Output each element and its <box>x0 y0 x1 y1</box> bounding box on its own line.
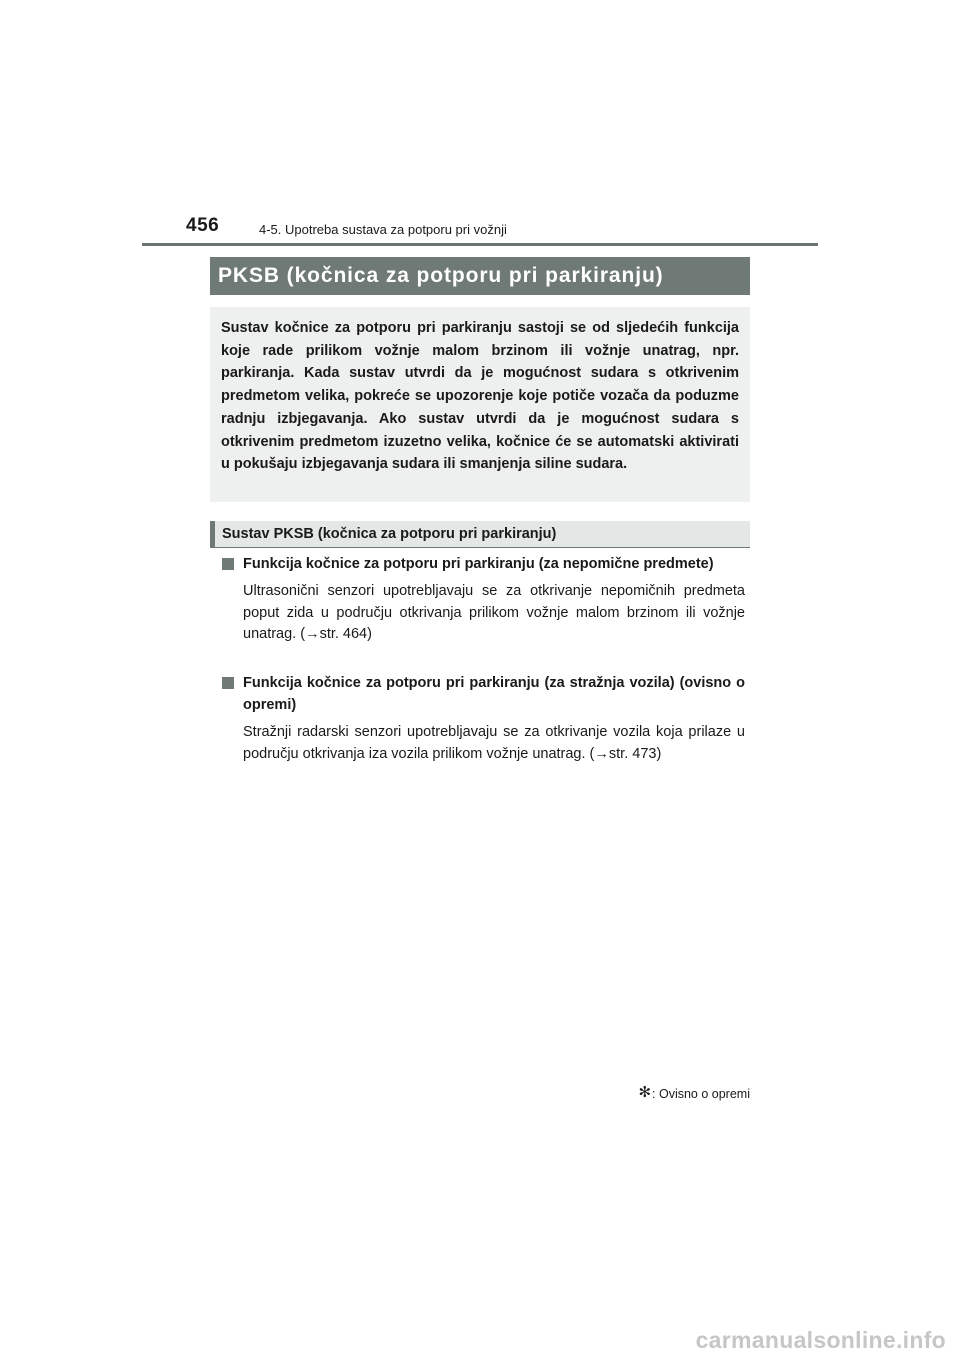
intro-text: Sustav kočnice za potporu pri parkiranju sastoji se od sljedećih funkcija koje rade prilikom vožnje malom brzinom ili vožnje unatrag, npr. parkiranja. Kada sustav utvrdi da je mogućnost sudara s otkrivenim predmetom velika, pokreće se upozorenje koje potiče vozača da poduzme radnju izbjegavanja. Ako sustav utvrdi da je mogućnost sudara s otkrivenim predmetom izuzetno velika, kočnice će se automatski aktivirati u pokušaju izbjegavanja sudara ili smanjenja siline sudara. <box>221 320 739 473</box>
item-heading-text: Funkcija kočnice za potporu pri parkiranju (za stražnja vozila) (ovisno o opremi) <box>243 675 745 713</box>
page-title: PKSB (kočnica za potporu pri parkiranju) <box>218 264 664 287</box>
item-heading <box>220 672 745 716</box>
item-heading <box>220 553 745 575</box>
page-number: 456 <box>186 215 220 236</box>
footnote <box>638 1085 750 1103</box>
watermark: carmanualsonline.info <box>695 1327 946 1353</box>
title-bar <box>210 257 750 295</box>
footnote-text: : Ovisno o opremi <box>652 1087 750 1101</box>
section-title: Sustav PKSB (kočnica za potporu pri parkiranju) <box>222 526 557 542</box>
header-divider <box>142 243 818 246</box>
asterisk-icon: ✻ <box>638 1084 652 1101</box>
item-body: Stražnji radarski senzori upotrebljavaju se za otkrivanje vozila koja prilaze u području otkrivanja iza vozila prilikom vožnje unatrag. (→str. 473) <box>243 724 745 762</box>
item-body: Ultrasonični senzori upotrebljavaju se za otkrivanje nepomičnih predmeta poput zida u području otkrivanja prilikom vožnje malom brzinom ili vožnje unatrag. (→str. 464) <box>243 583 745 642</box>
section-bar <box>210 521 750 548</box>
square-bullet-icon <box>222 558 234 570</box>
item-heading-text: Funkcija kočnice za potporu pri parkiranju (za nepomične predmete) <box>243 556 714 572</box>
list-item <box>220 553 745 646</box>
intro-box <box>210 307 750 502</box>
list-item <box>220 672 745 765</box>
running-head: 4-5. Upotreba sustava za potporu pri vožnji <box>259 222 507 237</box>
square-bullet-icon <box>222 677 234 689</box>
